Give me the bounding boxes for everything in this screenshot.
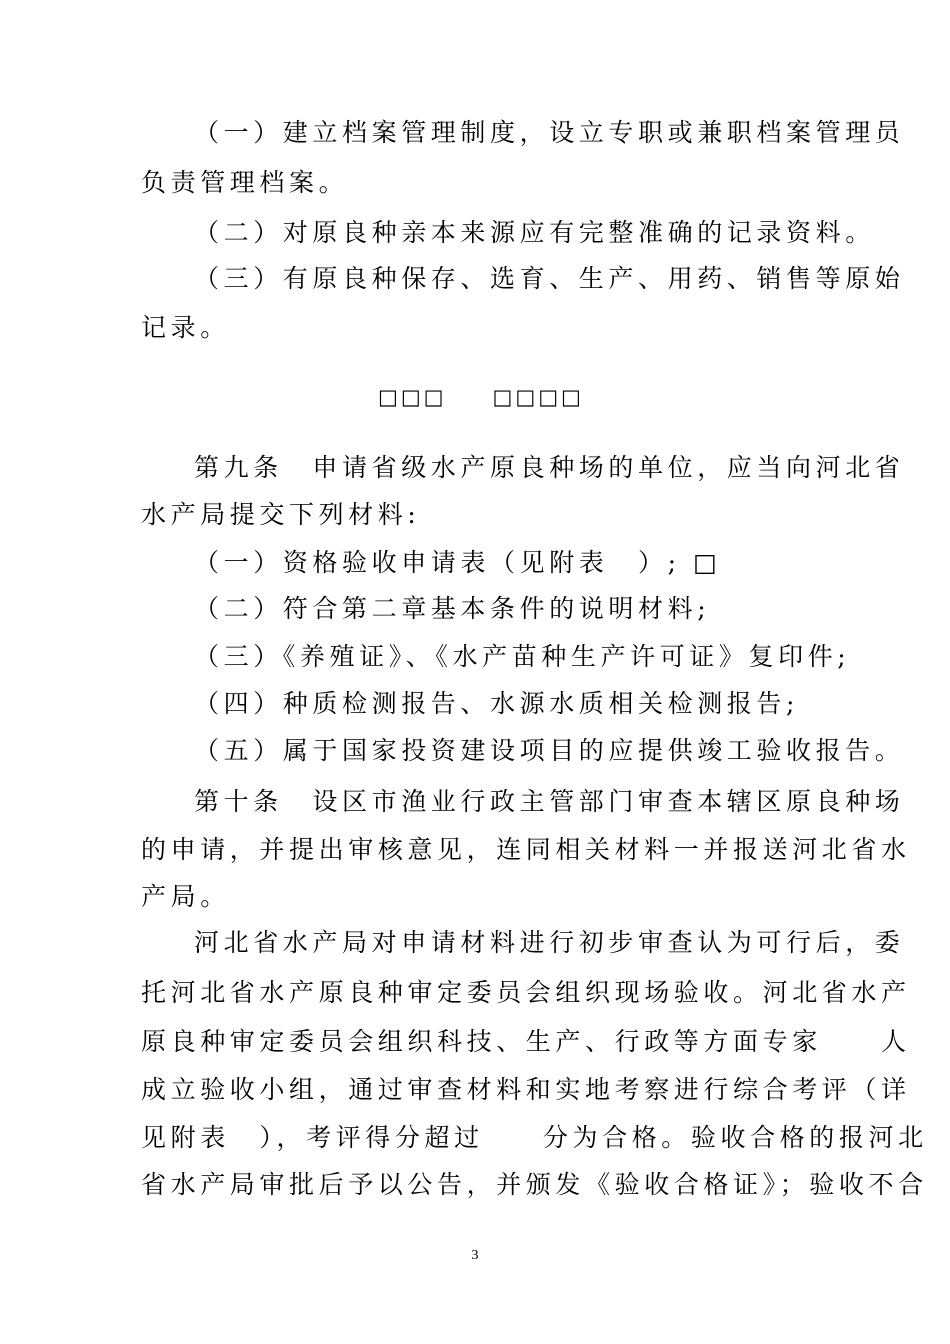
- paragraph-line: （二）对原良种亲本来源应有完整准确的记录资料。: [194, 218, 875, 247]
- list-item: （五）属于国家投资建设项目的应提供竣工验收报告。: [194, 736, 905, 765]
- paragraph-line: 河北省水产局对申请材料进行初步审查认为可行后，委: [194, 928, 905, 957]
- paragraph-line: 负责管理档案。: [141, 168, 349, 197]
- paragraph-line: （一）建立档案管理制度，设立专职或兼职档案管理员: [194, 118, 905, 147]
- paragraph-line: 原良种审定委员会组织科技、生产、行政等方面专家 人: [141, 1027, 911, 1056]
- list-item: （四）种质检测报告、水源水质相关检测报告;: [194, 689, 800, 718]
- chapter-number: □□□: [378, 385, 447, 409]
- paragraph-line: 记录。: [141, 313, 230, 342]
- list-item: （一）资格验收申请表（见附表 ）; □: [194, 548, 722, 577]
- paragraph-line: 水产局提交下列材料:: [141, 500, 421, 529]
- chapter-heading: [378, 380, 584, 414]
- article-line: 第九条 申请省级水产原良种场的单位，应当向河北省: [194, 453, 905, 482]
- article-line: 第十条 设区市渔业行政主管部门审查本辖区原良种场: [194, 787, 905, 816]
- chapter-title: □□□□: [492, 385, 584, 409]
- paragraph-line: 见附表 ），考评得分超过 分为合格。验收合格的报河北: [141, 1123, 928, 1152]
- paragraph-line: （三）有原良种保存、选育、生产、用药、销售等原始: [194, 264, 905, 293]
- paragraph-line: 省水产局审批后予以公告，并颁发《验收合格证》；验收不合: [141, 1170, 928, 1199]
- paragraph-line: 成立验收小组，通过审查材料和实地考察进行综合考评（详: [141, 1075, 911, 1104]
- paragraph-line: 产局。: [141, 882, 230, 911]
- paragraph-line: 托河北省水产原良种审定委员会组织现场验收。河北省水产: [141, 978, 911, 1007]
- list-item: （三）《养殖证》、《水产苗种生产许可证》复印件;: [194, 642, 851, 671]
- page-number: 3: [471, 1248, 479, 1263]
- list-item: （二）符合第二章基本条件的说明材料;: [194, 594, 711, 623]
- paragraph-line: 的申请，并提出审核意见，连同相关材料一并报送河北省水: [141, 835, 911, 864]
